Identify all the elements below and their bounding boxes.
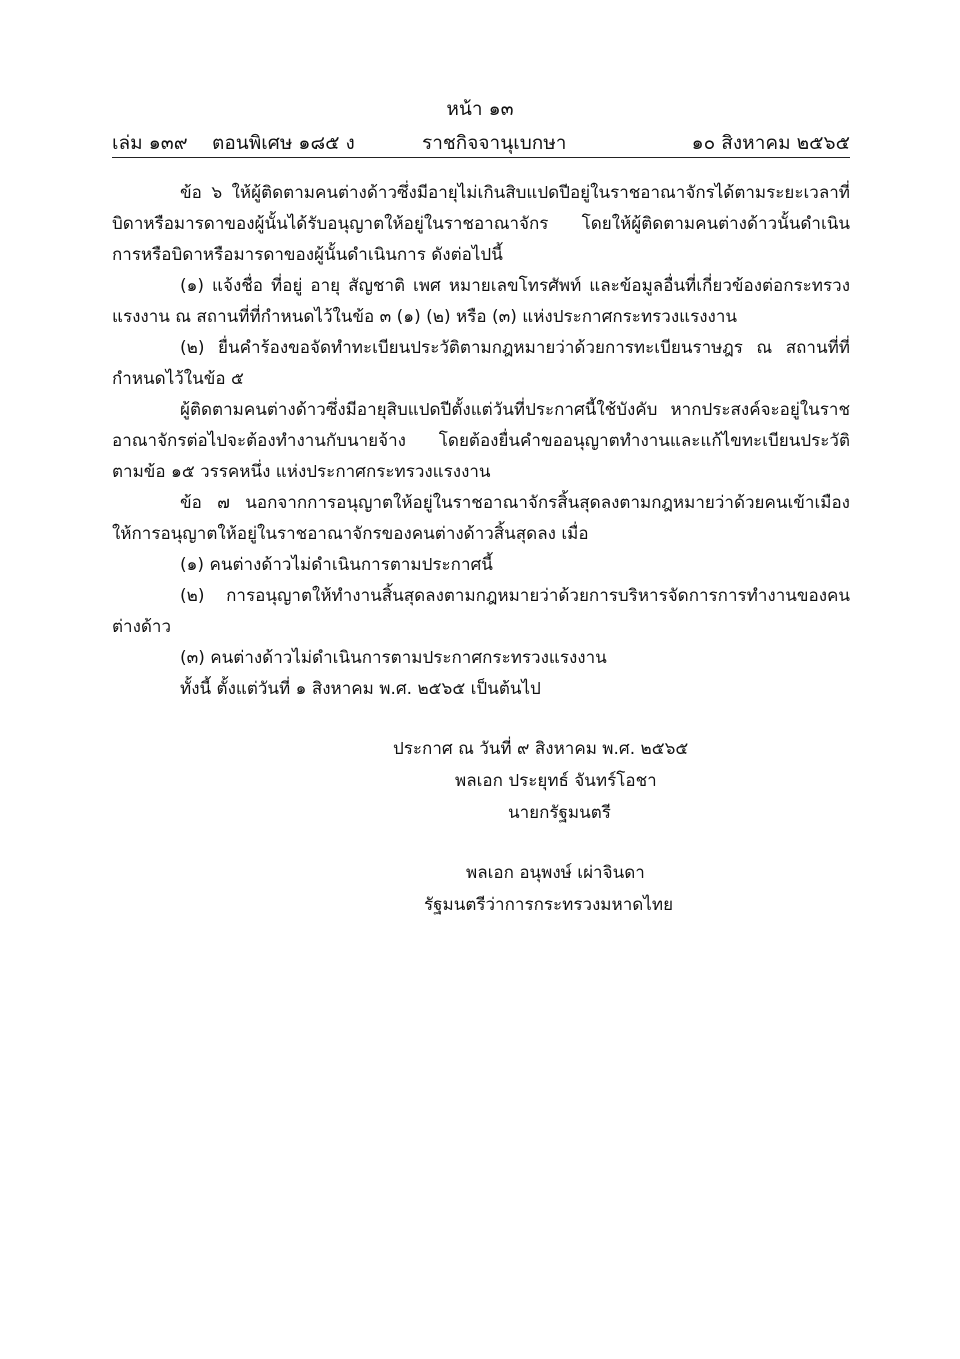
document-body (112, 178, 850, 705)
volume-number: เล่ม ๑๓๙ (112, 132, 188, 154)
clause-7-item-2: (๒) การอนุญาตให้ทำงานสิ้นสุดลงตามกฎหมายว่าด้วยการบริหารจัดการการทำงานของคนต่างด้าว (112, 586, 850, 637)
page-number: หน้า ๑๓ (446, 98, 514, 120)
clause-6-paragraph-2: ผู้ติดตามคนต่างด้าวซึ่งมีอายุสิบแปดปีตั้งแต่วันที่ประกาศนี้ใช้บังคับ หากประสงค์จะอยู่ในราชอาณาจักรต่อไปจะต้องทำงานกับนายจ้าง โดยต้องยื่นคำขออนุญาตทำงานและแก้ไขทะเบียนประวัติตามข้อ ๑๕ วรรคหนึ่ง แห่งประกาศกระทรวงแรงงาน (112, 400, 850, 482)
publication-date: ๑๐ สิงหาคม ๒๕๖๕ (691, 132, 850, 154)
clause-6-item-2: (๒) ยื่นคำร้องขอจัดทำทะเบียนประวัติตามกฎหมายว่าด้วยการทะเบียนราษฎร ณ สถานที่ที่กำหนดไว้ในข้อ ๕ (112, 338, 850, 389)
clause-7-item-1: (๑) คนต่างด้าวไม่ดำเนินการตามประกาศนี้ (180, 555, 493, 575)
issue-number: ตอนพิเศษ ๑๘๕ ง (212, 132, 355, 154)
effective-date: ทั้งนี้ ตั้งแต่วันที่ ๑ สิงหาคม พ.ศ. ๒๕๖๕ เป็นต้นไป (180, 679, 541, 699)
clause-7: ข้อ ๗ นอกจากการอนุญาตให้อยู่ในราชอาณาจักรสิ้นสุดลงตามกฎหมายว่าด้วยคนเข้าเมืองให้การอนุญาตให้อยู่ในราชอาณาจักรของคนต่างด้าวสิ้นสุดลง เมื่อ (112, 493, 850, 544)
announcement-date: ประกาศ ณ วันที่ ๙ สิงหาคม พ.ศ. ๒๕๖๕ (393, 739, 689, 759)
signer-2-title: รัฐมนตรีว่าการกระทรวงมหาดไทย (424, 895, 674, 915)
clause-6: ข้อ ๖ ให้ผู้ติดตามคนต่างด้าวซึ่งมีอายุไม่เกินสิบแปดปีอยู่ในราชอาณาจักรได้ตามระยะเวลาที่บิดาหรือมารดาของผู้นั้นได้รับอนุญาตให้อยู่ในราชอาณาจักร โดยให้ผู้ติดตามคนต่างด้าวนั้นดำเนินการหรือบิดาหรือมารดาของผู้นั้นดำเนินการ ดังต่อไปนี้ (112, 183, 850, 265)
clause-7-item-3: (๓) คนต่างด้าวไม่ดำเนินการตามประกาศกระทรวงแรงงาน (180, 648, 607, 668)
header-divider (112, 157, 850, 158)
signer-2-name: พลเอก อนุพงษ์ เผ่าจินดา (466, 863, 645, 883)
clause-6-item-1: (๑) แจ้งชื่อ ที่อยู่ อายุ สัญชาติ เพศ หมายเลขโทรศัพท์ และข้อมูลอื่นที่เกี่ยวข้องต่อกระทรวงแรงงาน ณ สถานที่ที่กำหนดไว้ในข้อ ๓ (๑) (๒) หรือ (๓) แห่งประกาศกระทรวงแรงงาน (112, 276, 850, 327)
signer-1-title: นายกรัฐมนตรี (508, 803, 611, 823)
signer-1-name: พลเอก ประยุทธ์ จันทร์โอชา (455, 771, 657, 791)
gazette-header (112, 130, 850, 156)
gazette-title: ราชกิจจานุเบกษา (422, 132, 567, 154)
